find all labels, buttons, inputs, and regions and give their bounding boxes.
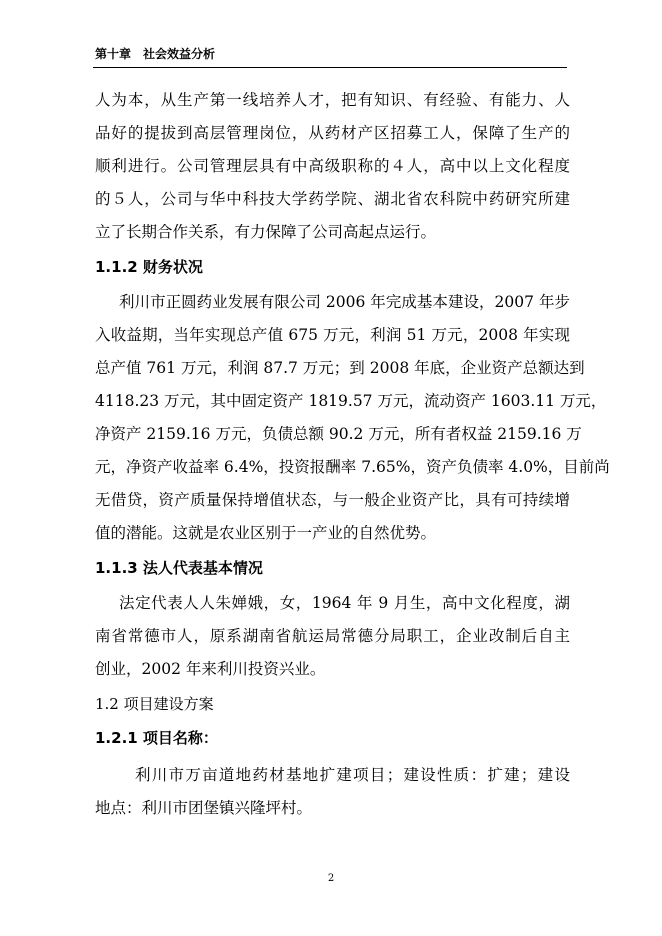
paragraph-line: 元，净资产收益率 6.4%，投资报酬率 7.65%，资产负债率 4.0%，目前尚: [95, 458, 610, 476]
paragraph-line: 人为本，从生产第一线培养人才，把有知识、有经验、有能力、人: [95, 91, 570, 109]
paragraph-line: 利川市正圆药业发展有限公司 2006 年完成基本建设，2007 年步: [119, 293, 570, 311]
paragraph-line: 顺利进行。公司管理层具有中高级职称的４人，高中以上文化程度: [95, 157, 570, 175]
paragraph-line: 南省常德市人，原系湖南省航运局常德分局职工，企业改制后自主: [95, 627, 570, 645]
section-heading-build-plan: 1.2 项目建设方案: [95, 695, 214, 713]
paragraph-line: 地点：利川市团堡镇兴隆坪村。: [95, 799, 313, 817]
paragraph-line: 利川市万亩道地药材基地扩建项目；建设性质：扩建；建设: [135, 766, 570, 784]
paragraph-line: 法定代表人人朱婵娥，女，1964 年 9 月生，高中文化程度，湖: [119, 594, 570, 612]
paragraph-line: 品好的提拔到高层管理岗位，从药材产区招募工人，保障了生产的: [95, 124, 570, 142]
page-number: 2: [327, 873, 335, 884]
paragraph-line: 值的潜能。这就是农业区别于一产业的自然优势。: [95, 524, 437, 542]
paragraph-line: 总产值 761 万元，利润 87.7 万元；到 2008 年底，企业资产总额达到: [95, 359, 585, 377]
paragraph-line: 的５人，公司与华中科技大学药学院、湖北省农科院中药研究所建: [95, 190, 570, 208]
paragraph-line: 入收益期，当年实现总产值 675 万元，利润 51 万元，2008 年实现: [95, 326, 570, 344]
paragraph-line: 创业，2002 年来利川投资兴业。: [95, 660, 326, 678]
section-heading-finance: 1.1.2 财务状况: [95, 258, 203, 276]
header-divider: [93, 67, 567, 68]
section-heading-legal-rep: 1.1.3 法人代表基本情况: [95, 559, 263, 577]
paragraph-line: 净资产 2159.16 万元，负债总额 90.2 万元，所有者权益 2159.16 万: [95, 425, 582, 443]
chapter-header: 第十章 社会效益分析: [95, 47, 216, 61]
paragraph-line: 4118.23 万元，其中固定资产 1819.57 万元，流动资产 1603.11 万元，: [95, 392, 607, 410]
section-heading-project-name: 1.2.1 项目名称：: [95, 729, 218, 747]
paragraph-line: 立了长期合作关系，有力保障了公司高起点运行。: [95, 223, 437, 241]
paragraph-line: 无借贷，资产质量保持增值状态，与一般企业资产比，具有可持续增: [95, 491, 570, 509]
